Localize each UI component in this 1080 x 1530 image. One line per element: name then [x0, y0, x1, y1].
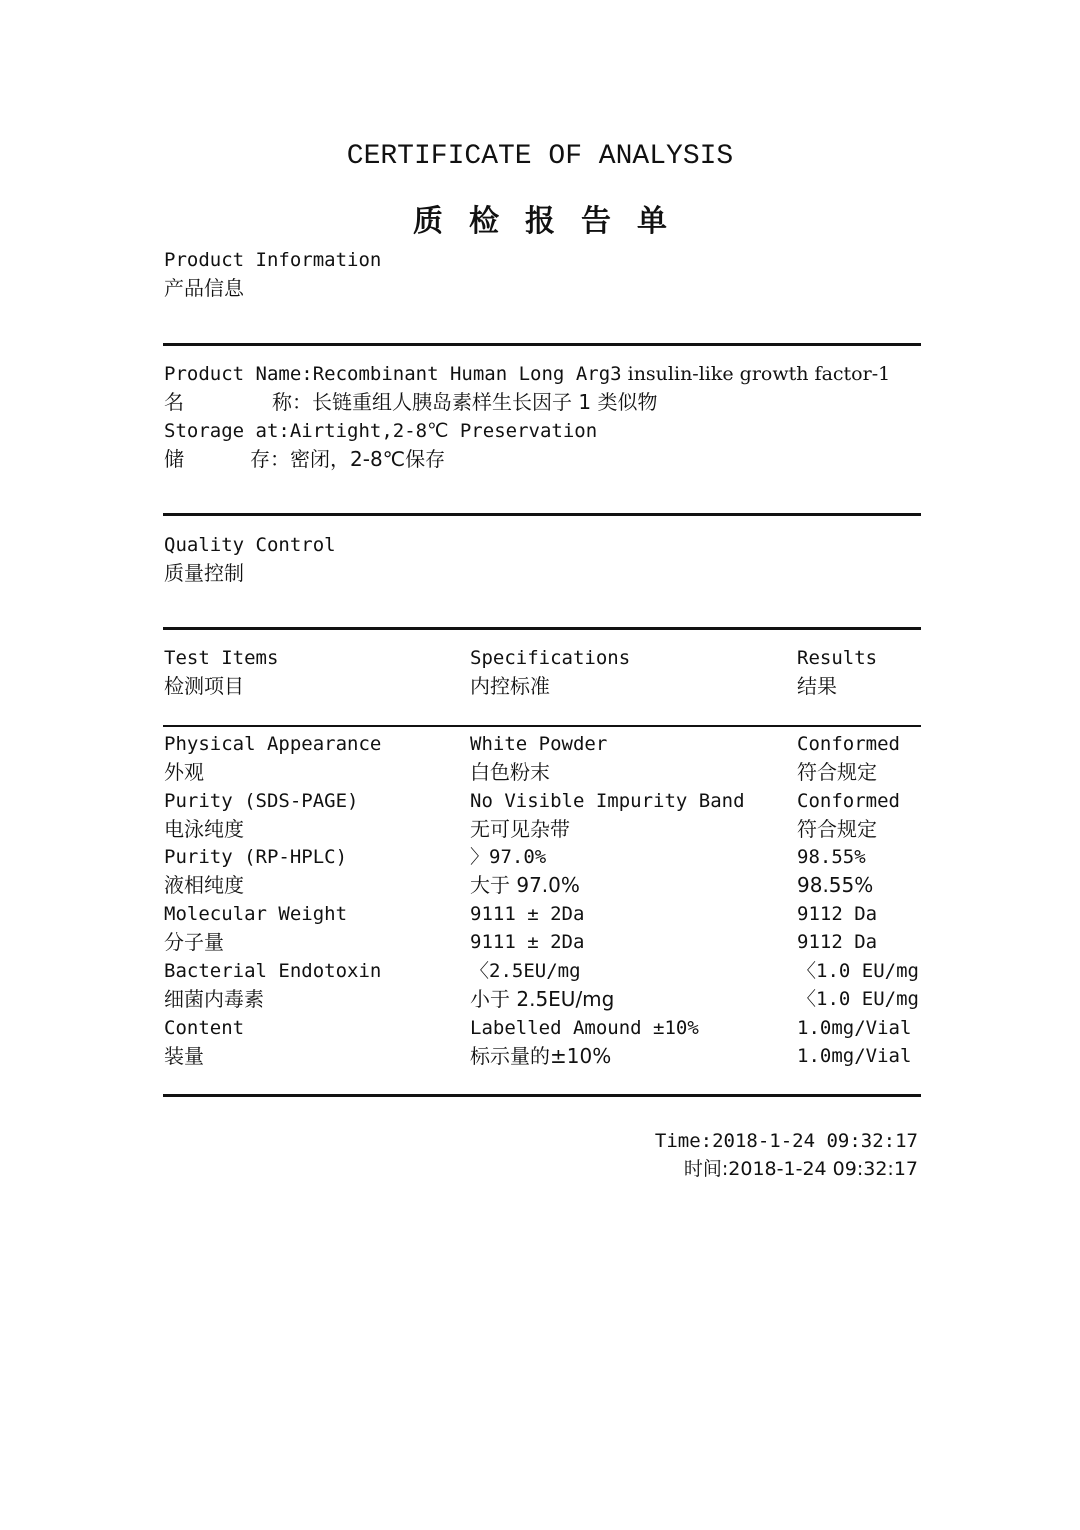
row-result: Conformed [797, 790, 900, 812]
product-name-label-zh-2: 称： [272, 390, 312, 414]
row-result: 9112 Da [797, 931, 878, 953]
storage-label-zh-2: 存： [250, 447, 290, 471]
row-result: Conformed [797, 733, 900, 755]
product-info-heading-zh: 产品信息 [164, 276, 244, 300]
table-header-rule [163, 725, 921, 727]
row-item-zh: 细菌内毒素 [164, 987, 264, 1011]
storage-zh-row [164, 447, 445, 471]
header-specifications-zh: 内控标准 [470, 674, 550, 698]
row-result-zh: 98.55% [797, 873, 874, 897]
header-specifications: Specifications [470, 647, 631, 669]
row-item: Purity (RP-HPLC) [164, 846, 348, 868]
storage-label-zh-1: 储 [164, 447, 184, 471]
section-divider [163, 513, 921, 516]
row-item: Molecular Weight [164, 903, 348, 925]
row-spec: 9111 ± 2Da [470, 903, 585, 925]
product-info-heading: Product Information [164, 249, 382, 271]
header-test-items: Test Items [164, 647, 279, 669]
row-spec: 〉97.0% [470, 846, 547, 868]
product-name-value-part2: insulin-like growth factor-1 [621, 363, 891, 385]
header-test-items-zh: 检测项目 [164, 674, 244, 698]
product-name-row [164, 362, 890, 386]
timestamp: Time:2018-1-24 09:32:17 [654, 1130, 918, 1152]
header-results-zh: 结果 [797, 674, 837, 698]
section-divider [163, 343, 921, 346]
row-spec-zh: 标示量的±10% [470, 1044, 612, 1068]
row-spec: Labelled Amound ±10% [470, 1017, 699, 1039]
row-spec: 〈2.5EU/mg [470, 960, 581, 982]
row-item-zh: 外观 [164, 760, 204, 784]
row-item-zh: 电泳纯度 [164, 817, 244, 841]
row-spec: 9111 ± 2Da [470, 931, 585, 953]
row-item: Bacterial Endotoxin [164, 960, 382, 982]
product-name-zh-row [164, 390, 657, 414]
storage-value-zh: 密闭，2-8℃保存 [290, 447, 446, 471]
title-char: 单 [637, 204, 667, 239]
table-top-rule [163, 627, 921, 630]
row-item-zh: 装量 [164, 1044, 204, 1068]
row-spec-zh: 小于 2.5EU/mg [470, 987, 615, 1011]
row-result: 9112 Da [797, 903, 878, 925]
document-title: CERTIFICATE OF ANALYSIS [346, 141, 734, 172]
row-item: Physical Appearance [164, 733, 382, 755]
header-results: Results [797, 647, 878, 669]
row-spec: No Visible Impurity Band [470, 790, 745, 812]
product-name-value-zh: 长链重组人胰岛素样生长因子 1 类似物 [312, 390, 658, 414]
table-bottom-rule [163, 1094, 921, 1097]
product-name-label: Product Name: [164, 363, 313, 385]
row-result: 〈1.0 EU/mg [797, 988, 919, 1010]
quality-control-heading-zh: 质量控制 [164, 561, 244, 585]
row-spec-zh: 无可见杂带 [470, 817, 570, 841]
row-item: Content [164, 1017, 245, 1039]
row-result: 1.0mg/Vial [797, 1017, 912, 1039]
storage-row: Storage at:Airtight,2-8℃ Preservation [164, 420, 598, 442]
row-item-zh: 分子量 [164, 930, 224, 954]
document-title-chinese [0, 196, 1080, 240]
row-result-zh: 符合规定 [797, 760, 877, 784]
product-name-value-part1: Recombinant Human Long Arg3 [312, 363, 622, 385]
row-item-zh: 液相纯度 [164, 873, 244, 897]
row-spec-zh: 大于 97.0% [470, 873, 580, 897]
timestamp-zh: 时间:2018-1-24 09:32:17 [683, 1158, 918, 1180]
title-char: 报 [525, 204, 555, 239]
title-char: 告 [581, 204, 611, 239]
row-spec: White Powder [470, 733, 608, 755]
title-char: 质 [413, 204, 443, 239]
row-result: 98.55% [797, 846, 866, 868]
product-name-label-zh-1: 名 [164, 390, 184, 414]
row-spec-zh: 白色粉末 [470, 760, 550, 784]
row-item: Purity (SDS-PAGE) [164, 790, 359, 812]
row-result-zh: 符合规定 [797, 817, 877, 841]
title-char: 检 [469, 204, 499, 239]
quality-control-heading: Quality Control [164, 534, 336, 556]
row-result: 〈1.0 EU/mg [797, 960, 919, 982]
row-result: 1.0mg/Vial [797, 1045, 912, 1067]
